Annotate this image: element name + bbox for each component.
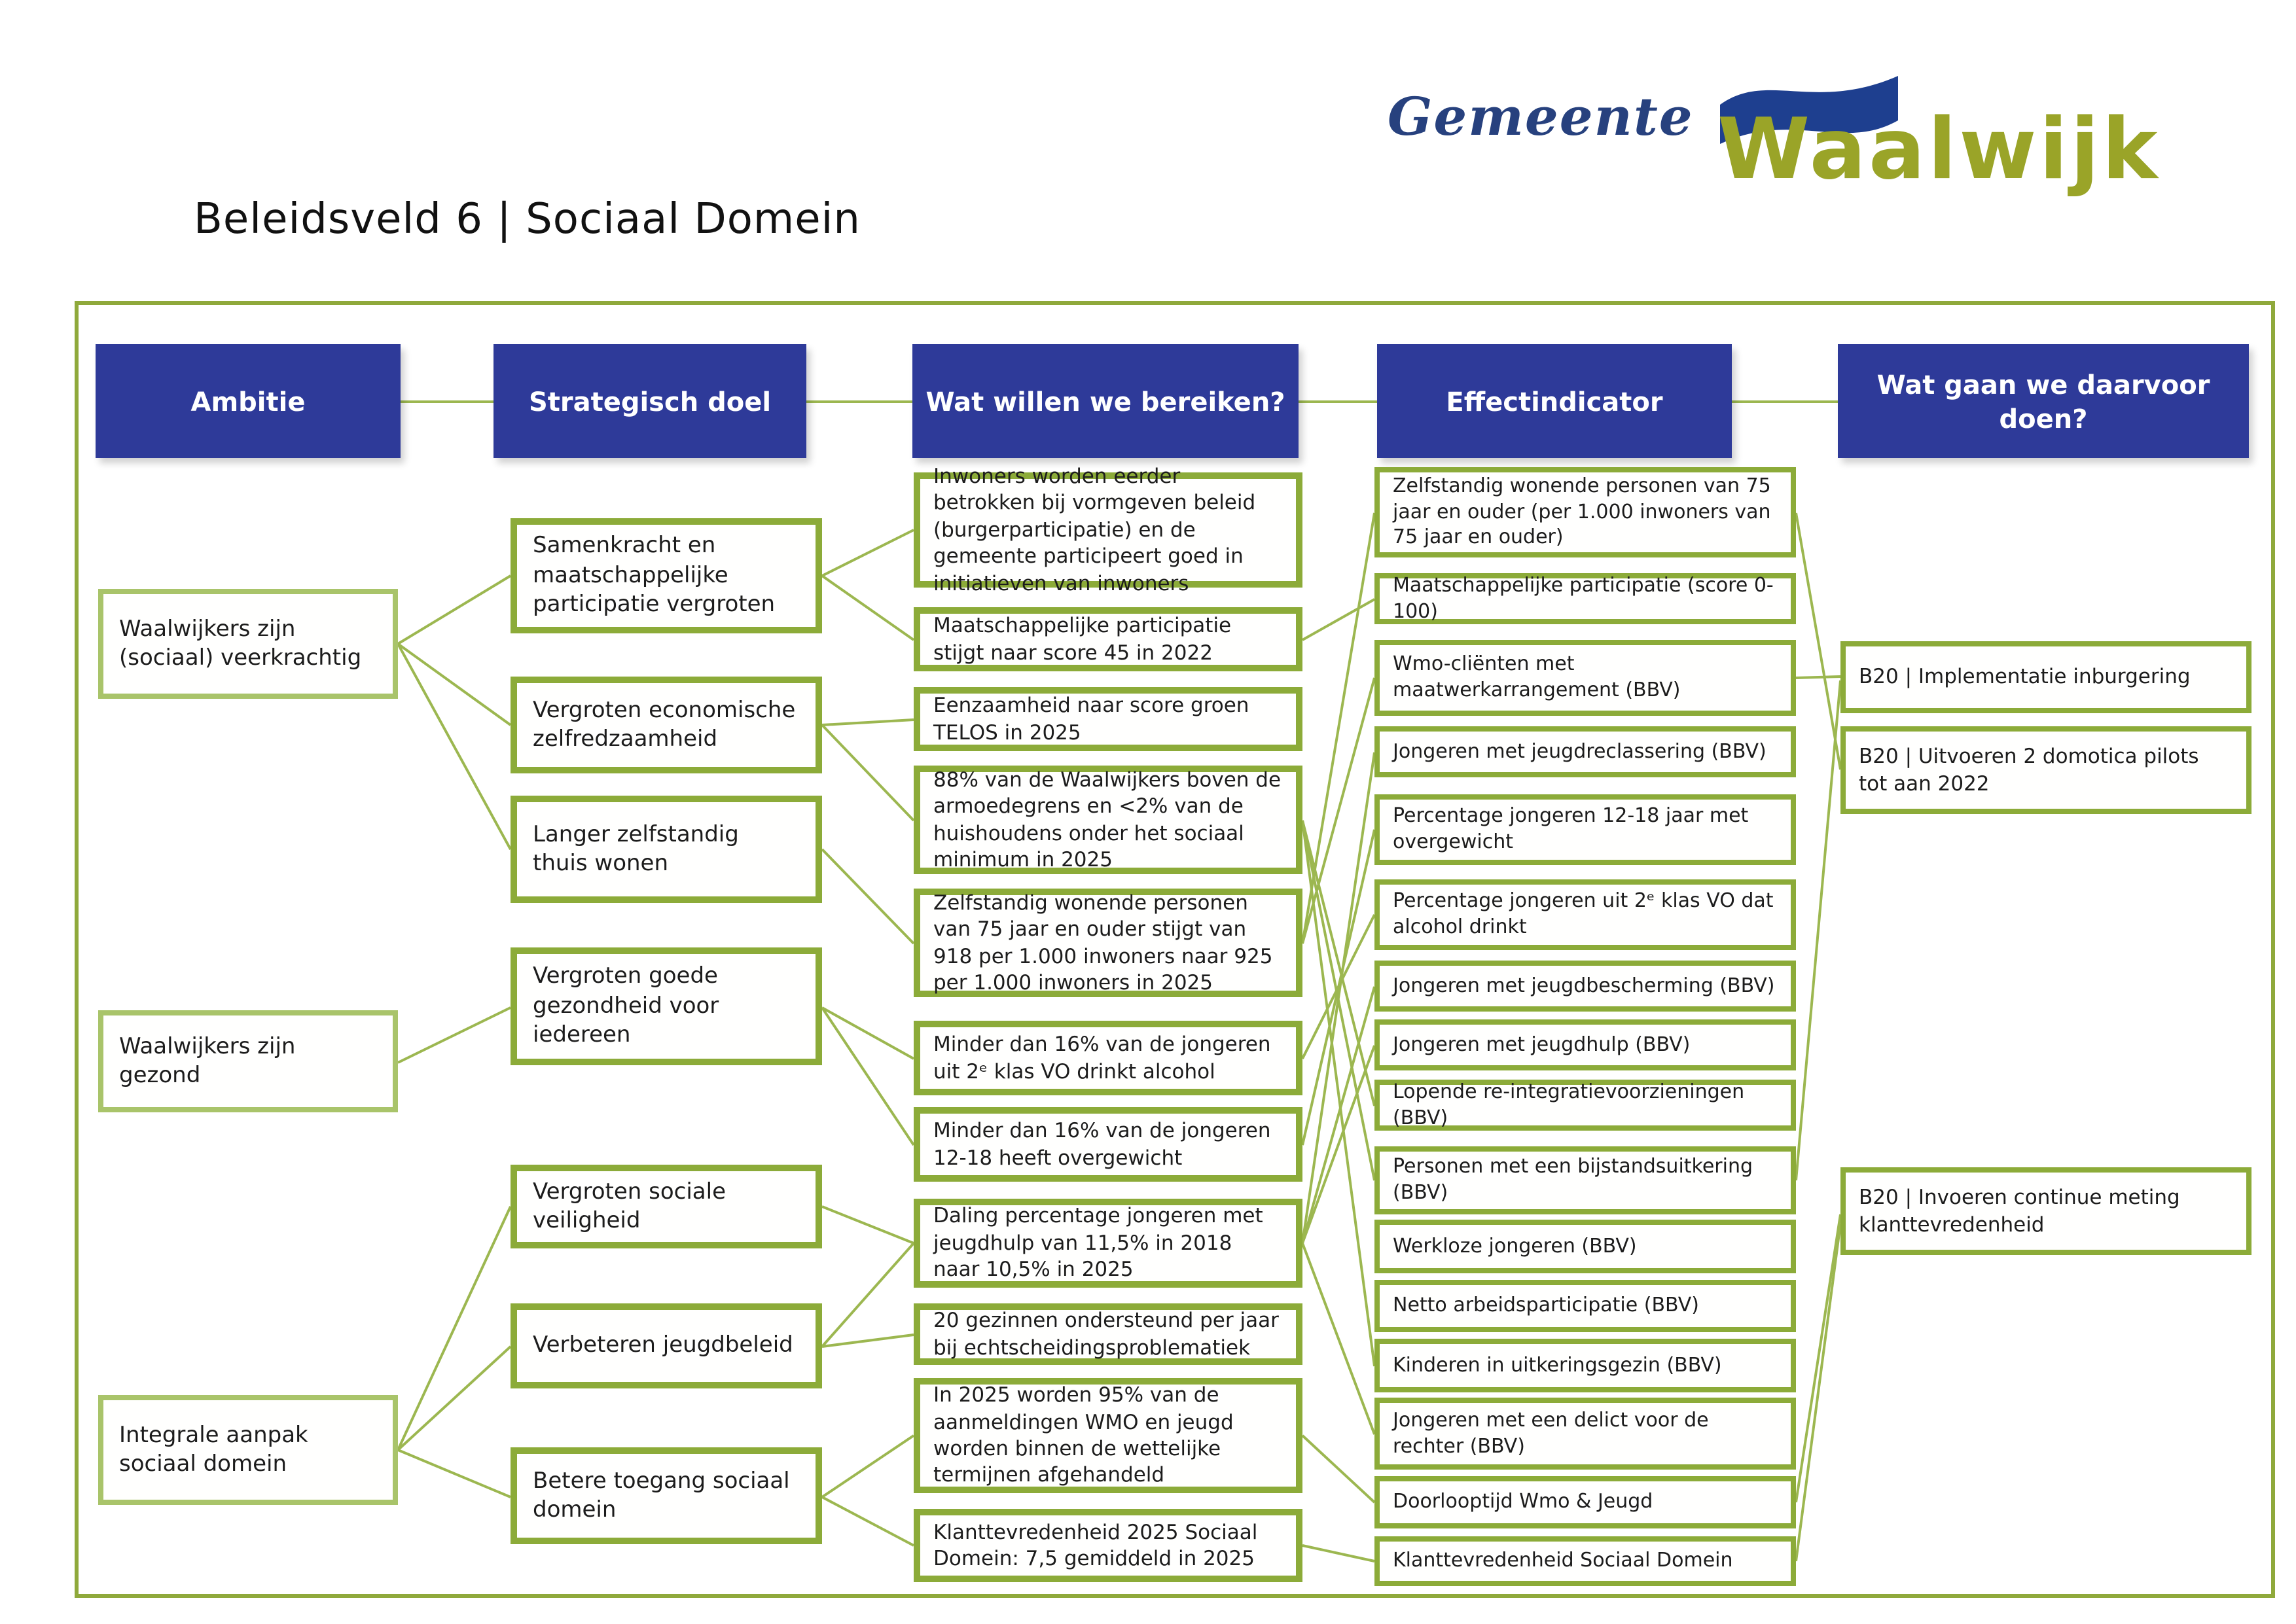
ambitie-box: Waalwijkers zijn gezond <box>98 1010 398 1112</box>
doelstelling-box: 20 gezinnen ondersteund per jaar bij echtscheidingsproblematiek <box>914 1303 1302 1365</box>
logo-waalwijk-text: Waalwijk <box>1717 102 2161 199</box>
gemeente-waalwijk-logo <box>1388 68 2265 277</box>
effectindicator-box: Netto arbeidsparticipatie (BBV) <box>1374 1280 1796 1332</box>
ambitie-box: Integrale aanpak sociaal domein <box>98 1395 398 1505</box>
doelstelling-box: Zelfstandig wonende personen van 75 jaar en ouder stijgt van 918 per 1.000 inwoners naar 925 per 1.000 inwoners in 2025 <box>914 889 1302 997</box>
strategisch-doel-box: Betere toegang sociaal domein <box>511 1447 822 1544</box>
logo-gemeente-text: Gemeente <box>1388 86 1694 148</box>
strategisch-doel-box: Vergroten economische zelfredzaamheid <box>511 677 822 773</box>
effectindicator-box: Wmo-cliënten met maatwerkarrangement (BBV) <box>1374 640 1796 716</box>
ambitie-box: Waalwijkers zijn (sociaal) veerkrachtig <box>98 589 398 699</box>
doelstelling-box: Klanttevredenheid 2025 Sociaal Domein: 7,5 gemiddeld in 2025 <box>914 1509 1302 1582</box>
header-strategisch-doel: Strategisch doel <box>493 344 806 458</box>
effectindicator-box: Lopende re-integratievoorzieningen (BBV) <box>1374 1080 1796 1131</box>
header-wat-willen-we-bereiken: Wat willen we bereiken? <box>912 344 1299 458</box>
strategisch-doel-box: Langer zelfstandig thuis wonen <box>511 796 822 903</box>
effectindicator-box: Maatschappelijke participatie (score 0-100) <box>1374 573 1796 624</box>
effectindicator-box: Jongeren met een delict voor de rechter (BBV) <box>1374 1398 1796 1470</box>
effectindicator-box: Jongeren met jeugdbescherming (BBV) <box>1374 961 1796 1012</box>
strategisch-doel-box: Vergroten sociale veiligheid <box>511 1165 822 1248</box>
doelstelling-box: Daling percentage jongeren met jeugdhulp van 11,5% in 2018 naar 10,5% in 2025 <box>914 1199 1302 1288</box>
header-wat-gaan-we-daarvoor-doen: Wat gaan we daarvoor doen? <box>1838 344 2249 458</box>
strategisch-doel-box: Samenkracht en maatschappelijke participatie vergroten <box>511 518 822 633</box>
header-effectindicator: Effectindicator <box>1377 344 1732 458</box>
effectindicator-box: Kinderen in uitkeringsgezin (BBV) <box>1374 1339 1796 1392</box>
doelstelling-box: Maatschappelijke participatie stijgt naar score 45 in 2022 <box>914 607 1302 671</box>
page-title: Beleidsveld 6 | Sociaal Domein <box>194 194 861 243</box>
doelstelling-box: In 2025 worden 95% van de aanmeldingen WMO en jeugd worden binnen de wettelijke termijnen afgehandeld <box>914 1378 1302 1493</box>
doelstelling-box: Minder dan 16% van de jongeren 12-18 heeft overgewicht <box>914 1107 1302 1182</box>
actie-box: B20 | Implementatie inburgering <box>1840 641 2251 713</box>
effectindicator-box: Personen met een bijstandsuitkering (BBV) <box>1374 1146 1796 1214</box>
header-ambitie: Ambitie <box>96 344 401 458</box>
actie-box: B20 | Invoeren continue meting klanttevredenheid <box>1840 1167 2251 1255</box>
effectindicator-box: Percentage jongeren uit 2ᵉ klas VO dat alcohol drinkt <box>1374 879 1796 950</box>
doelstelling-box: Minder dan 16% van de jongeren uit 2ᵉ klas VO drinkt alcohol <box>914 1021 1302 1095</box>
doelstelling-box: Eenzaamheid naar score groen TELOS in 2025 <box>914 687 1302 751</box>
effectindicator-box: Zelfstandig wonende personen van 75 jaar en ouder (per 1.000 inwoners van 75 jaar en ouder) <box>1374 467 1796 557</box>
strategisch-doel-box: Vergroten goede gezondheid voor iedereen <box>511 947 822 1065</box>
actie-box: B20 | Uitvoeren 2 domotica pilots tot aan 2022 <box>1840 726 2251 814</box>
doelstelling-box: 88% van de Waalwijkers boven de armoedegrens en <2% van de huishoudens onder het sociaal minimum in 2025 <box>914 766 1302 874</box>
effectindicator-box: Jongeren met jeugdreclassering (BBV) <box>1374 726 1796 777</box>
effectindicator-box: Werkloze jongeren (BBV) <box>1374 1220 1796 1273</box>
doelstelling-box: Inwoners worden eerder betrokken bij vormgeven beleid (burgerparticipatie) en de gemeente participeert goed in initiatieven van inwoners <box>914 472 1302 588</box>
effectindicator-box: Jongeren met jeugdhulp (BBV) <box>1374 1019 1796 1070</box>
effectindicator-box: Percentage jongeren 12-18 jaar met overgewicht <box>1374 794 1796 865</box>
strategisch-doel-box: Verbeteren jeugdbeleid <box>511 1303 822 1388</box>
effectindicator-box: Klanttevredenheid Sociaal Domein <box>1374 1536 1796 1586</box>
effectindicator-box: Doorlooptijd Wmo & Jeugd <box>1374 1476 1796 1528</box>
